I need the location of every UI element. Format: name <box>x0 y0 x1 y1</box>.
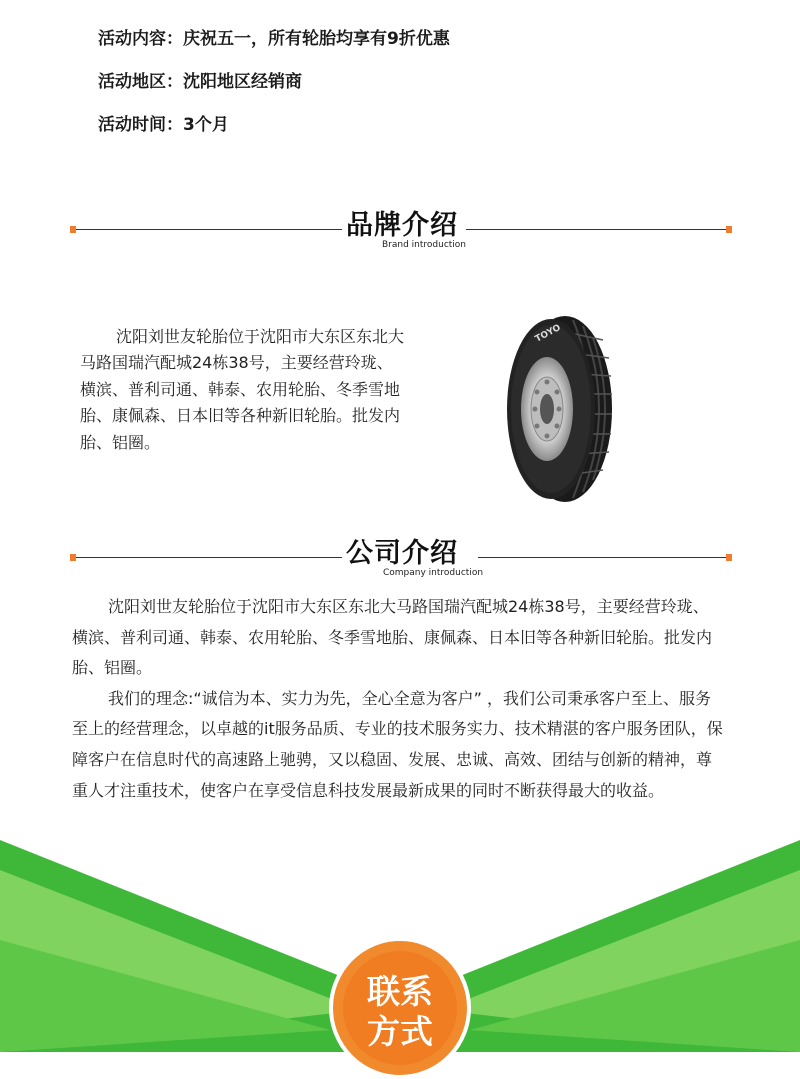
brand-description: 沈阳刘世友轮胎位于沈阳市大东区东北大马路国瑞汽配城24栋38号，主要经营玲珑、横滨、普利司通、韩泰、农用轮胎、冬季雪地胎、康佩森、日本旧等各种新旧轮胎。批发内胎、铝圈。 <box>80 327 405 452</box>
brand-subtitle: Brand introduction <box>382 240 467 250</box>
brand-title: 品牌介绍 <box>346 210 458 241</box>
contact-label-line2: 方式 <box>367 1012 433 1051</box>
divider-dot-right <box>726 226 732 233</box>
divider-dot-right <box>726 554 732 561</box>
activity-time: 活动时间：3个月 <box>98 115 229 135</box>
activity-info <box>98 28 450 157</box>
divider-line-left <box>76 229 342 230</box>
company-paragraph-1: 沈阳刘世友轮胎位于沈阳市大东区东北大马路国瑞汽配城24栋38号，主要经营玲珑、横滨、普利司通、韩泰、农用轮胎、冬季雪地胎、康佩森、日本旧等各种新旧轮胎。批发内胎、铝圈。 <box>72 597 713 678</box>
company-description <box>72 592 724 806</box>
contact-label-line1: 联系 <box>367 972 433 1011</box>
company-section-header <box>70 538 732 578</box>
company-title: 公司介绍 <box>346 538 458 569</box>
company-paragraph-2: 我们的理念:“诚信为本、实力为先，全心全意为客户” ，我们公司秉承客户至上、服务至上的经营理念，以卓越的it服务品质、专业的技术服务实力、技术精湛的客户服务团队，保障客户在信息时代的高速路上驰骋，又以稳固、发展、忠诚、高效、团结与创新的精神，尊重人才注重技术，使客户在享受信息科技发展最新成果的同时不断获得最大的收益。 <box>72 688 723 800</box>
brand-section-header <box>70 210 732 250</box>
tire-image <box>503 314 613 504</box>
activity-content: 活动内容：庆祝五一，所有轮胎均享有9折优惠 <box>98 29 450 49</box>
divider-line-left <box>76 557 342 558</box>
contact-button[interactable] <box>329 937 471 1079</box>
activity-area: 活动地区：沈阳地区经销商 <box>98 72 302 92</box>
company-subtitle: Company introduction <box>383 568 484 578</box>
divider-line-right <box>478 557 726 558</box>
divider-line-right <box>466 229 726 230</box>
tire-brand-label: TOYO <box>533 322 563 345</box>
